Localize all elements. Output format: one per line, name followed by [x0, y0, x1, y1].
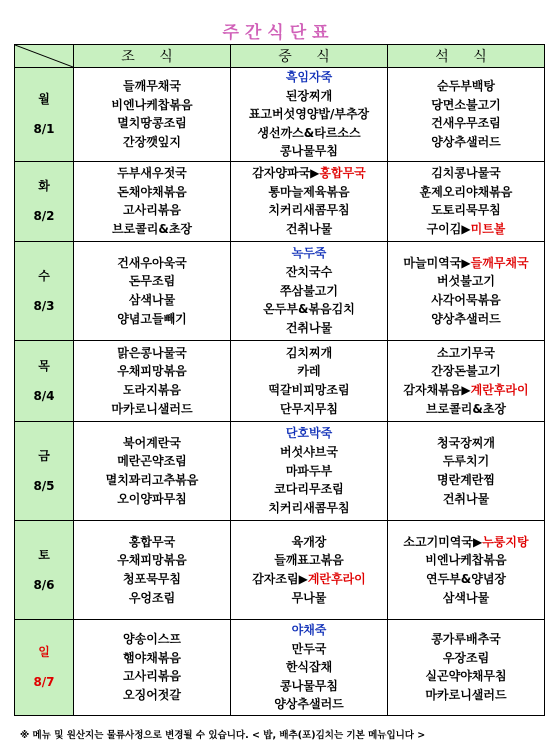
dish-substitute: 계란후라이	[307, 571, 366, 586]
day-name: 월	[38, 92, 50, 107]
breakfast-cell	[74, 340, 231, 421]
dish-item: 녹두죽	[291, 246, 327, 261]
dinner-cell	[388, 241, 545, 340]
dish-item: 마파두부	[285, 463, 333, 478]
day-name: 수	[38, 268, 50, 283]
day-cell	[15, 421, 74, 520]
dish-item: 버섯샤브국	[280, 445, 338, 460]
day-cell	[15, 241, 74, 340]
lunch-cell	[231, 241, 388, 340]
dish-item: 오이양파무침	[117, 491, 187, 506]
dish-original: 감자채볶음▶	[403, 382, 471, 397]
dish-item: 온두부&볶음김치	[263, 302, 355, 317]
dish-item: 무나물	[291, 590, 327, 605]
dish-item: 브로콜리&초장	[425, 401, 507, 416]
dish-item: 간장깻잎지	[123, 135, 181, 150]
footnote: ※ 메뉴 및 원산지는 물류사정으로 변경될 수 있습니다. < 밥, 배추(포)김치는 기본 메뉴입니다 >	[20, 730, 426, 741]
dish-item: 건취나물	[442, 491, 490, 506]
dish-item: 돈무조림	[128, 274, 176, 289]
dish-item: 된장찌개	[285, 88, 333, 103]
dish-item: 우채피망볶음	[117, 364, 187, 379]
day-date: 8/3	[33, 298, 55, 313]
menu-row	[15, 340, 545, 421]
menu-row	[15, 161, 545, 241]
dish-item: 고사리볶음	[123, 669, 181, 684]
dish-item: 우채피망볶음	[117, 553, 187, 568]
day-date: 8/5	[33, 478, 55, 493]
dinner-cell	[388, 619, 545, 715]
header-row	[15, 45, 545, 68]
lunch-cell	[231, 421, 388, 520]
dish-item: 고사리볶음	[123, 203, 181, 218]
dish-item: 야채죽	[291, 622, 327, 637]
lunch-cell	[231, 520, 388, 619]
dish-item: 청포묵무침	[123, 571, 181, 586]
dish-original: 감자조림▶	[252, 571, 308, 586]
dish-item: 만두국	[291, 641, 327, 656]
dish-item: 생선까스&타르소스	[257, 125, 361, 140]
dish-item: 김치콩나물국	[431, 166, 501, 181]
dinner-cell	[388, 68, 545, 162]
dish-original: 마늘미역국▶	[403, 255, 471, 270]
dish-item: 멸치땅콩조림	[117, 116, 187, 131]
day-name: 화	[38, 179, 50, 194]
day-date: 8/6	[33, 577, 55, 592]
lunch-cell	[231, 340, 388, 421]
day-date: 8/2	[33, 209, 55, 224]
corner-cell	[15, 45, 74, 68]
dish-item: 당면소불고기	[431, 97, 501, 112]
dish-substitute: 홍합무국	[319, 166, 366, 181]
dish-item: 도토리묵무침	[431, 203, 501, 218]
day-cell	[15, 619, 74, 715]
dish-item: 카레	[297, 364, 321, 379]
dish-item: 콩가루배추국	[431, 632, 501, 647]
dish-item: 돈채야채볶음	[117, 184, 187, 199]
breakfast-cell	[74, 161, 231, 241]
day-date: 8/1	[33, 122, 55, 137]
breakfast-cell	[74, 68, 231, 162]
menu-row	[15, 241, 545, 340]
dish-item: 양상추샐러드	[431, 311, 501, 326]
dish-item: 순두부백탕	[437, 79, 495, 94]
dish-item: 비엔나케찹볶음	[425, 553, 507, 568]
dish-item: 사각어묵볶음	[431, 292, 501, 307]
dish-item: 소고기무국	[437, 345, 495, 360]
dish-item: 오징어젓갈	[123, 688, 181, 703]
dish-item: 마카로니샐러드	[111, 401, 193, 416]
day-cell	[15, 520, 74, 619]
dish-item: 콩나물무침	[280, 678, 338, 693]
day-cell	[15, 68, 74, 162]
lunch-cell	[231, 68, 388, 162]
dish-item: 홍합무국	[128, 534, 176, 549]
dish-item: 김치찌개	[285, 345, 333, 360]
dish-item: 양상추샐러드	[274, 697, 344, 712]
dish-item: 단무지무침	[280, 401, 338, 416]
dish-substitute: 들깨무채국	[470, 255, 529, 270]
dish-item: 양념고들빼기	[117, 311, 187, 326]
dish-item: 브로콜리&초장	[111, 222, 193, 237]
dish-item: 들깨무채국	[123, 79, 181, 94]
dish-item: 버섯불고기	[437, 274, 495, 289]
dish-substitute: 누룽지탕	[482, 534, 529, 549]
dish-item: 맑은콩나물국	[117, 345, 187, 360]
dish-item: 실곤약야채무침	[425, 669, 507, 684]
dish-item: 단호박죽	[285, 426, 333, 441]
dish-item: 연두부&양념장	[425, 571, 507, 586]
dish-item: 명란계란찜	[437, 472, 495, 487]
dish-original: 구이김▶	[426, 222, 471, 237]
dish-item: 두루치기	[442, 454, 490, 469]
day-name: 토	[38, 547, 50, 562]
dish-item: 간장돈불고기	[431, 364, 501, 379]
dish-item: 삼색나물	[128, 292, 176, 307]
dish-item: 마카로니샐러드	[425, 688, 507, 703]
dish-item: 치커리새콤무침	[268, 500, 350, 515]
dish-item: 우엉조림	[128, 590, 176, 605]
column-header-breakfast: 조 식	[74, 45, 231, 68]
weekly-menu-table	[14, 44, 545, 716]
lunch-cell	[231, 619, 388, 715]
dish-item: 잔치국수	[285, 265, 333, 280]
dish-item: 햄야채볶음	[123, 650, 181, 665]
menu-row	[15, 619, 545, 715]
breakfast-cell	[74, 619, 231, 715]
dish-original: 감자양파국▶	[252, 166, 320, 181]
dish-item	[388, 220, 544, 239]
dish-item: 건취나물	[285, 320, 333, 335]
dish-item: 건새우무조림	[431, 116, 501, 131]
diagonal-line-icon	[15, 45, 73, 67]
day-date: 8/7	[33, 675, 55, 690]
dish-item: 코다리무조림	[274, 482, 344, 497]
dinner-cell	[388, 161, 545, 241]
day-name: 금	[38, 448, 50, 463]
dish-item: 건취나물	[285, 222, 333, 237]
day-name: 일	[38, 645, 50, 660]
dish-substitute: 계란후라이	[470, 382, 529, 397]
dinner-cell	[388, 520, 545, 619]
day-name: 목	[38, 358, 50, 373]
page-title: 주간식단표	[222, 23, 335, 43]
menu-row	[15, 68, 545, 162]
dish-item: 쭈삼불고기	[280, 283, 338, 298]
dish-item: 훈제오리야채볶음	[419, 184, 513, 199]
menu-row	[15, 520, 545, 619]
dish-item: 육개장	[291, 534, 327, 549]
dish-item: 통마늘제육볶음	[268, 184, 350, 199]
dish-item	[388, 254, 544, 273]
dish-item: 건새우아욱국	[117, 255, 187, 270]
dinner-cell	[388, 421, 545, 520]
dish-item	[231, 164, 387, 183]
menu-row	[15, 421, 545, 520]
dish-item	[388, 533, 544, 552]
dish-item: 우장조림	[442, 650, 490, 665]
dish-item: 치커리새콤무침	[268, 203, 350, 218]
dish-item	[231, 570, 387, 589]
dish-item: 청국장찌개	[437, 435, 495, 450]
dish-item: 콩나물무침	[280, 144, 338, 159]
dish-original: 소고기미역국▶	[403, 534, 483, 549]
column-header-lunch: 중 식	[231, 45, 388, 68]
dish-item	[388, 381, 544, 400]
dinner-cell	[388, 340, 545, 421]
dish-item: 떡갈비피망조림	[268, 382, 350, 397]
breakfast-cell	[74, 421, 231, 520]
dish-item: 비엔나케찹볶음	[111, 97, 193, 112]
dish-item: 두부새우젓국	[117, 166, 187, 181]
dish-item: 북어계란국	[123, 435, 181, 450]
dish-item: 들깨표고볶음	[274, 553, 344, 568]
dish-item: 메란곤약조림	[117, 454, 187, 469]
day-date: 8/4	[33, 388, 55, 403]
breakfast-cell	[74, 520, 231, 619]
day-cell	[15, 340, 74, 421]
dish-item: 흑임자죽	[285, 70, 333, 84]
lunch-cell	[231, 161, 388, 241]
dish-item: 멸치꽈리고추볶음	[105, 472, 199, 487]
dish-item: 양송이스프	[123, 632, 181, 647]
dish-item: 한식잡채	[285, 660, 333, 675]
breakfast-cell	[74, 241, 231, 340]
dish-substitute: 미트볼	[470, 222, 506, 237]
dish-item: 삼색나물	[442, 590, 490, 605]
day-cell	[15, 161, 74, 241]
dish-item: 양상추샐러드	[431, 135, 501, 150]
column-header-dinner: 석 식	[388, 45, 545, 68]
dish-item: 도라지볶음	[123, 382, 181, 397]
dish-item: 표고버섯영양밥/부추장	[248, 107, 370, 122]
